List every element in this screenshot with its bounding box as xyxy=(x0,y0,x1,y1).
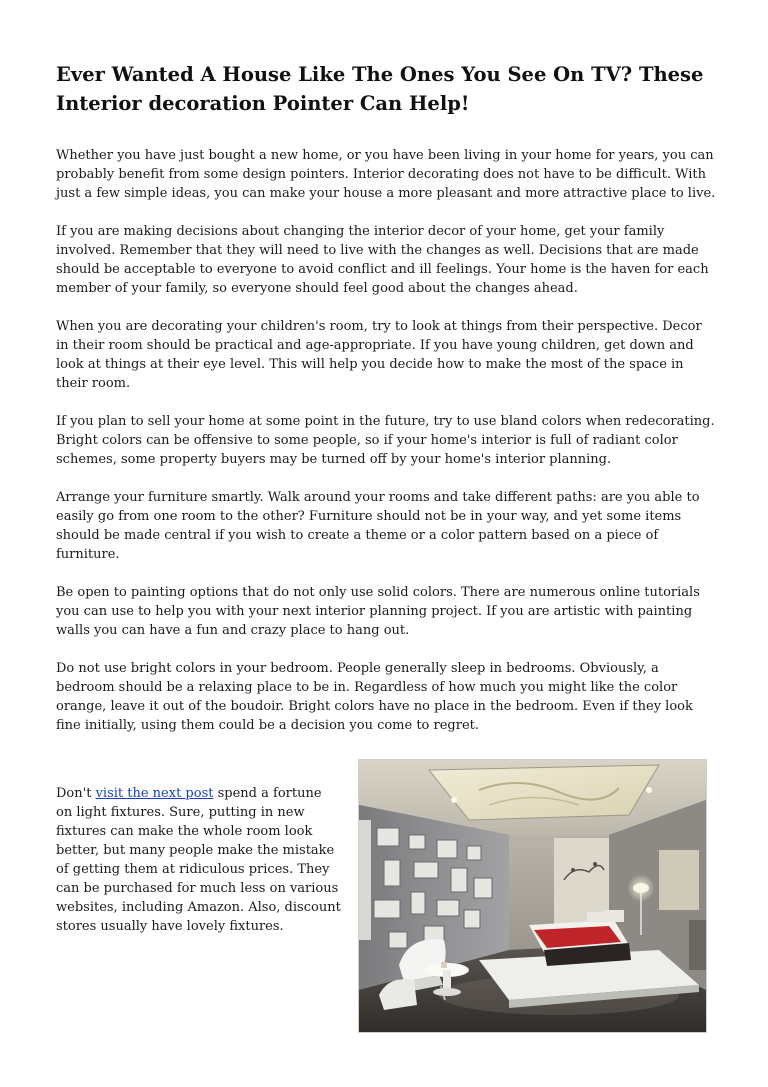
bedroom-illustration xyxy=(359,760,706,1032)
paragraph-6: Be open to painting options that do not only use solid colors. There are numerous online tutorials you can use to help you with your next interior planning project. If you are artistic with painting walls you can have a fun and crazy place to hang out. xyxy=(56,585,700,638)
text-before-link: Don't xyxy=(56,786,96,801)
text-after-link: spend a fortune on light fixtures. Sure, putting in new fixtures can make the whole room look better, but many people make the mistake of getting them at ridiculous prices. They can be purchased for much less on various websites, including Amazon. Also, discount stores usually have lovely fixtures. xyxy=(56,786,341,934)
bottom-section xyxy=(56,754,716,1034)
light-fixtures-paragraph xyxy=(56,784,341,936)
document-page xyxy=(56,60,716,1034)
paragraph-1: Whether you have just bought a new home, or you have been living in your home for years, you can probably benefit from some design pointers. Interior decorating does not have to be difficult. With just a few simple ideas, you can make your house a more pleasant and more attractive place to live. xyxy=(56,148,716,201)
paragraph-7: Do not use bright colors in your bedroom. People generally sleep in bedrooms. Obviously, a bedroom should be a relaxing place to be in. Regardless of how much you might like the color orange, leave it out of the boudoir. Bright colors have no place in the bedroom. Even if they look fine initially, using them could be a decision you come to regret. xyxy=(56,661,693,733)
bedroom-photo xyxy=(358,759,707,1033)
paragraph-4: If you plan to sell your home at some point in the future, try to use bland colors when redecorating. Bright colors can be offensive to some people, so if your home's interior is full of radiant color schemes, some property buyers may be turned off by your home's interior planning. xyxy=(56,414,715,467)
paragraph-2: If you are making decisions about changing the interior decor of your home, get your family involved. Remember that they will need to live with the changes as well. Decisions that are made should be acceptable to everyone to avoid conflict and ill feelings. Your home is the haven for each member of your family, so everyone should feel good about the changes ahead. xyxy=(56,224,709,296)
page-title: Ever Wanted A House Like The Ones You See On TV? These Interior decoration Pointer Can Help! xyxy=(56,63,704,115)
visit-next-post-link[interactable]: visit the next post xyxy=(95,786,214,801)
paragraph-3: When you are decorating your children's room, try to look at things from their perspective. Decor in their room should be practical and age-appropriate. If you have young children, get down and look at things at their eye level. This will help you decide how to make the most of the space in their room. xyxy=(56,319,702,391)
paragraph-5: Arrange your furniture smartly. Walk around your rooms and take different paths: are you able to easily go from one room to the other? Furniture should not be in your way, and yet some items should be made central if you wish to create a theme or a color pattern based on a piece of furniture. xyxy=(56,490,700,562)
